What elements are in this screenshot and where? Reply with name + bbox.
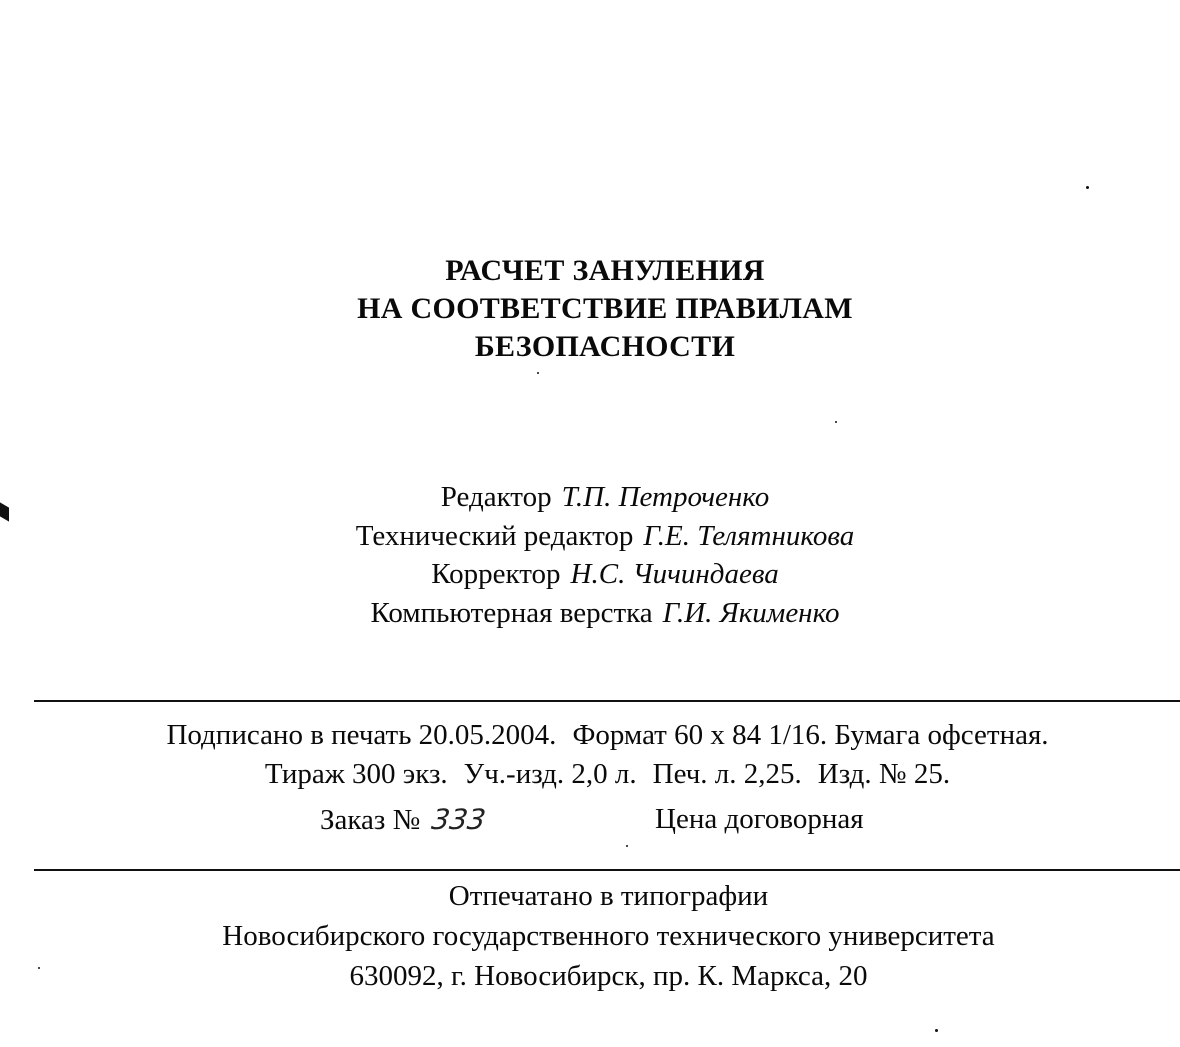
credit-role: Технический редактор bbox=[355, 519, 634, 552]
order-number: 333 bbox=[429, 803, 489, 836]
credit-name: Т.П. Петроченко bbox=[561, 481, 770, 513]
divider-bottom bbox=[34, 869, 1180, 871]
imprint-block bbox=[0, 716, 1180, 794]
scan-speck bbox=[1086, 186, 1089, 189]
credit-proofreader bbox=[0, 555, 1180, 594]
printer-address: 630092, г. Новосибирск, пр. К. Маркса, 20 bbox=[349, 960, 868, 992]
credit-technical-editor bbox=[0, 517, 1180, 556]
scan-speck bbox=[537, 372, 539, 374]
scan-speck bbox=[935, 1029, 938, 1032]
credit-name: Г.Е. Телятникова bbox=[643, 519, 855, 552]
document-title bbox=[0, 252, 1180, 366]
title-line-1: РАСЧЕТ ЗАНУЛЕНИЯ bbox=[445, 254, 765, 287]
order-row bbox=[320, 800, 489, 840]
signed-date: Подписано в печать 20.05.2004. bbox=[166, 719, 557, 751]
paper-format: Формат 60 x 84 1/16. bbox=[572, 719, 828, 751]
circulation: Тираж 300 экз. bbox=[264, 758, 448, 790]
divider-top bbox=[34, 700, 1180, 702]
printer-line-2: Новосибирского государственного технического университета bbox=[222, 920, 995, 952]
credit-name: Г.И. Якименко bbox=[662, 596, 840, 629]
credits-block bbox=[0, 478, 1180, 632]
title-line-3: БЕЗОПАСНОСТИ bbox=[474, 330, 736, 363]
credit-name: Н.С. Чичиндаева bbox=[570, 558, 779, 590]
imprint-line-2 bbox=[0, 755, 1180, 794]
publishing-sheets: Уч.-изд. 2,0 л. bbox=[463, 758, 637, 790]
credit-role: Редактор bbox=[440, 481, 552, 513]
edition-number: Изд. № 25. bbox=[817, 758, 951, 790]
credit-role: Компьютерная верстка bbox=[370, 596, 653, 629]
title-line-2: НА СООТВЕТСТВИЕ ПРАВИЛАМ bbox=[357, 292, 853, 325]
scan-speck bbox=[835, 421, 837, 423]
paper-type: Бумага офсетная. bbox=[834, 719, 1049, 751]
price-text: Цена договорная bbox=[655, 803, 864, 835]
order-label: Заказ № bbox=[320, 804, 421, 836]
credit-layout bbox=[0, 594, 1180, 633]
printed-sheets: Печ. л. 2,25. bbox=[652, 758, 802, 790]
imprint-line-1 bbox=[0, 716, 1180, 755]
printer-line-1: Отпечатано в типографии bbox=[448, 880, 769, 912]
credit-editor bbox=[0, 478, 1180, 517]
credit-role: Корректор bbox=[431, 558, 561, 590]
scan-speck bbox=[626, 845, 628, 847]
printer-block bbox=[0, 876, 1180, 996]
